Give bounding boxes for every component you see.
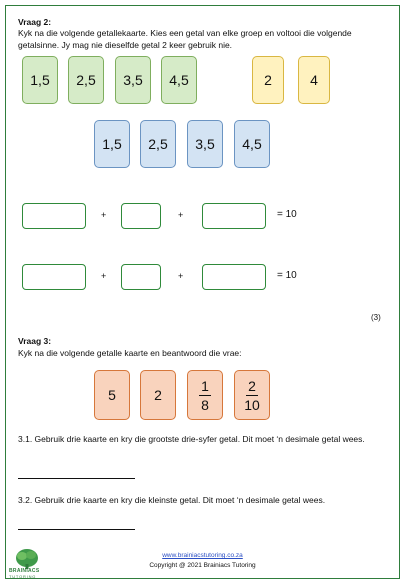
- equation-2-box-b[interactable]: [121, 264, 161, 290]
- equation-1-result: = 10: [277, 209, 297, 220]
- orange-card-5: 5: [94, 370, 130, 420]
- equation-2-result: = 10: [277, 270, 297, 281]
- equation-1-box-b[interactable]: [121, 203, 161, 229]
- answer-line-3-2[interactable]: [18, 529, 135, 530]
- page-border: [5, 5, 400, 579]
- logo-brand-text: BRAINIACS: [9, 568, 40, 574]
- logo-text: [9, 568, 39, 580]
- q2-marks: (3): [371, 313, 381, 322]
- fraction-2-denominator: 10: [244, 396, 260, 413]
- equation-1-plus-1: +: [101, 210, 107, 220]
- fraction-two-tenths: [244, 379, 260, 412]
- blue-card-3: 3,5: [187, 120, 223, 168]
- equation-2-box-c[interactable]: [202, 264, 266, 290]
- equation-1-box-c[interactable]: [202, 203, 266, 229]
- orange-card-one-eighth: [187, 370, 223, 420]
- fraction-2-numerator: 2: [248, 377, 256, 394]
- green-card-3: 3,5: [115, 56, 151, 104]
- footer-copyright: Copyright @ 2021 Brainiacs Tutoring: [149, 562, 256, 569]
- equation-2-box-a[interactable]: [22, 264, 86, 290]
- blue-card-1: 1,5: [94, 120, 130, 168]
- fraction-one-eighth: [199, 379, 211, 412]
- fraction-1-denominator: 8: [201, 396, 209, 413]
- equation-2-plus-1: +: [101, 271, 107, 281]
- blue-card-2: 2,5: [140, 120, 176, 168]
- equation-1-plus-2: +: [178, 210, 184, 220]
- green-card-2: 2,5: [68, 56, 104, 104]
- orange-card-two-tenths: [234, 370, 270, 420]
- question-3-2: 3.2. Gebruik drie kaarte en kry die kleinste getal. Dit moet ‘n desimale getal wees.: [18, 495, 326, 505]
- question-3-1: 3.1. Gebruik drie kaarte en kry die grootste drie-syfer getal. Dit moet ‘n desimale getal wees.: [18, 434, 365, 444]
- equation-2-plus-2: +: [178, 271, 184, 281]
- blue-card-4: 4,5: [234, 120, 270, 168]
- green-card-4: 4,5: [161, 56, 197, 104]
- q2-heading: Vraag 2:: [18, 17, 52, 27]
- orange-card-2: 2: [140, 370, 176, 420]
- yellow-card-1: 2: [252, 56, 284, 104]
- q3-instruction: Kyk na die volgende getalle kaarte en beantwoord die vrae:: [18, 348, 242, 358]
- yellow-card-2: 4: [298, 56, 330, 104]
- equation-1-box-a[interactable]: [22, 203, 86, 229]
- fraction-1-numerator: 1: [201, 377, 209, 394]
- footer-website-link[interactable]: www.brainiacstutoring.co.za: [162, 552, 243, 559]
- logo-sub-text: TUTORING: [9, 574, 37, 579]
- q3-heading: Vraag 3:: [18, 336, 52, 346]
- answer-line-3-1[interactable]: [18, 478, 135, 479]
- q2-instruction: Kyk na die volgende getallekaarte. Kies een getal van elke groep en voltooi die volgende getalsinne. Jy mag nie dieselfde getal 2 keer gebruik nie.: [18, 28, 352, 50]
- green-card-1: 1,5: [22, 56, 58, 104]
